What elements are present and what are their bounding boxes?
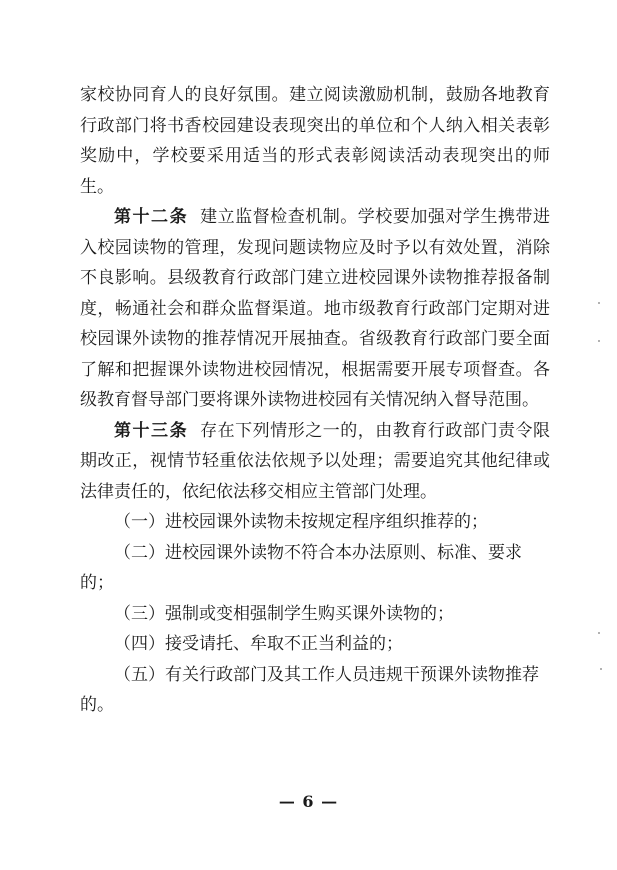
list-item-2: （二）进校园课外读物不符合本办法原则、标准、要求的； [80,542,522,593]
list-item-3: （三）强制或变相强制学生购买课外读物的； [114,603,454,624]
list-item-4: （四）接受请托、牟取不正当利益的； [114,634,403,654]
article-13-label: 第十三条 [114,420,189,441]
paragraph-text: 家校协同育人的良好氛围。建立阅读激励机制，鼓励各地教育行政部门将书香校园建设表现突出的单位和个人纳入相关表彰奖励中，学校要采用适当的形式表彰阅读活动表现突出的师生。 [80,85,550,197]
article-12-label: 第十二条 [114,207,189,227]
article-12-text: 建立监督检查机制。学校要加强对学生携带进入校园读物的管理，发现问题读物应及时予以有效处置，消除不良影响。县级教育行政部门建立进校园课外读物推荐报备制度，畅通社会和群众监督渠道。地市级教育行政部门定期对进校园课外读物的推荐情况开展抽查。省级教育行政部门要全面了解和把握课外读物进校园情况，根据需要开展专项督查。各级教育督导部门要将课外读物进校园有关情况纳入督导范围。 [80,207,551,410]
scan-speck [598,340,600,342]
list-item-5: （五）有关行政部门及其工作人员违规干预课外读物推荐的。 [80,664,539,715]
scan-speck [598,302,600,304]
scan-speck [598,632,600,634]
paragraph-continuation [80,80,550,202]
page-number: — 6 — [278,792,339,811]
article-12-paragraph [80,202,550,416]
article-13-paragraph [80,416,550,508]
scan-speck [600,668,602,670]
document-body [80,80,550,721]
article-13-text: 存在下列情形之一的，由教育行政部门责令限期改正，视情节轻重依法依规予以处理；需要追究其他纪律或法律责任的，依纪依法移交相应主管部门处理。 [80,420,551,502]
list-item-1: （一）进校园课外读物未按规定程序组织推荐的； [114,512,488,532]
